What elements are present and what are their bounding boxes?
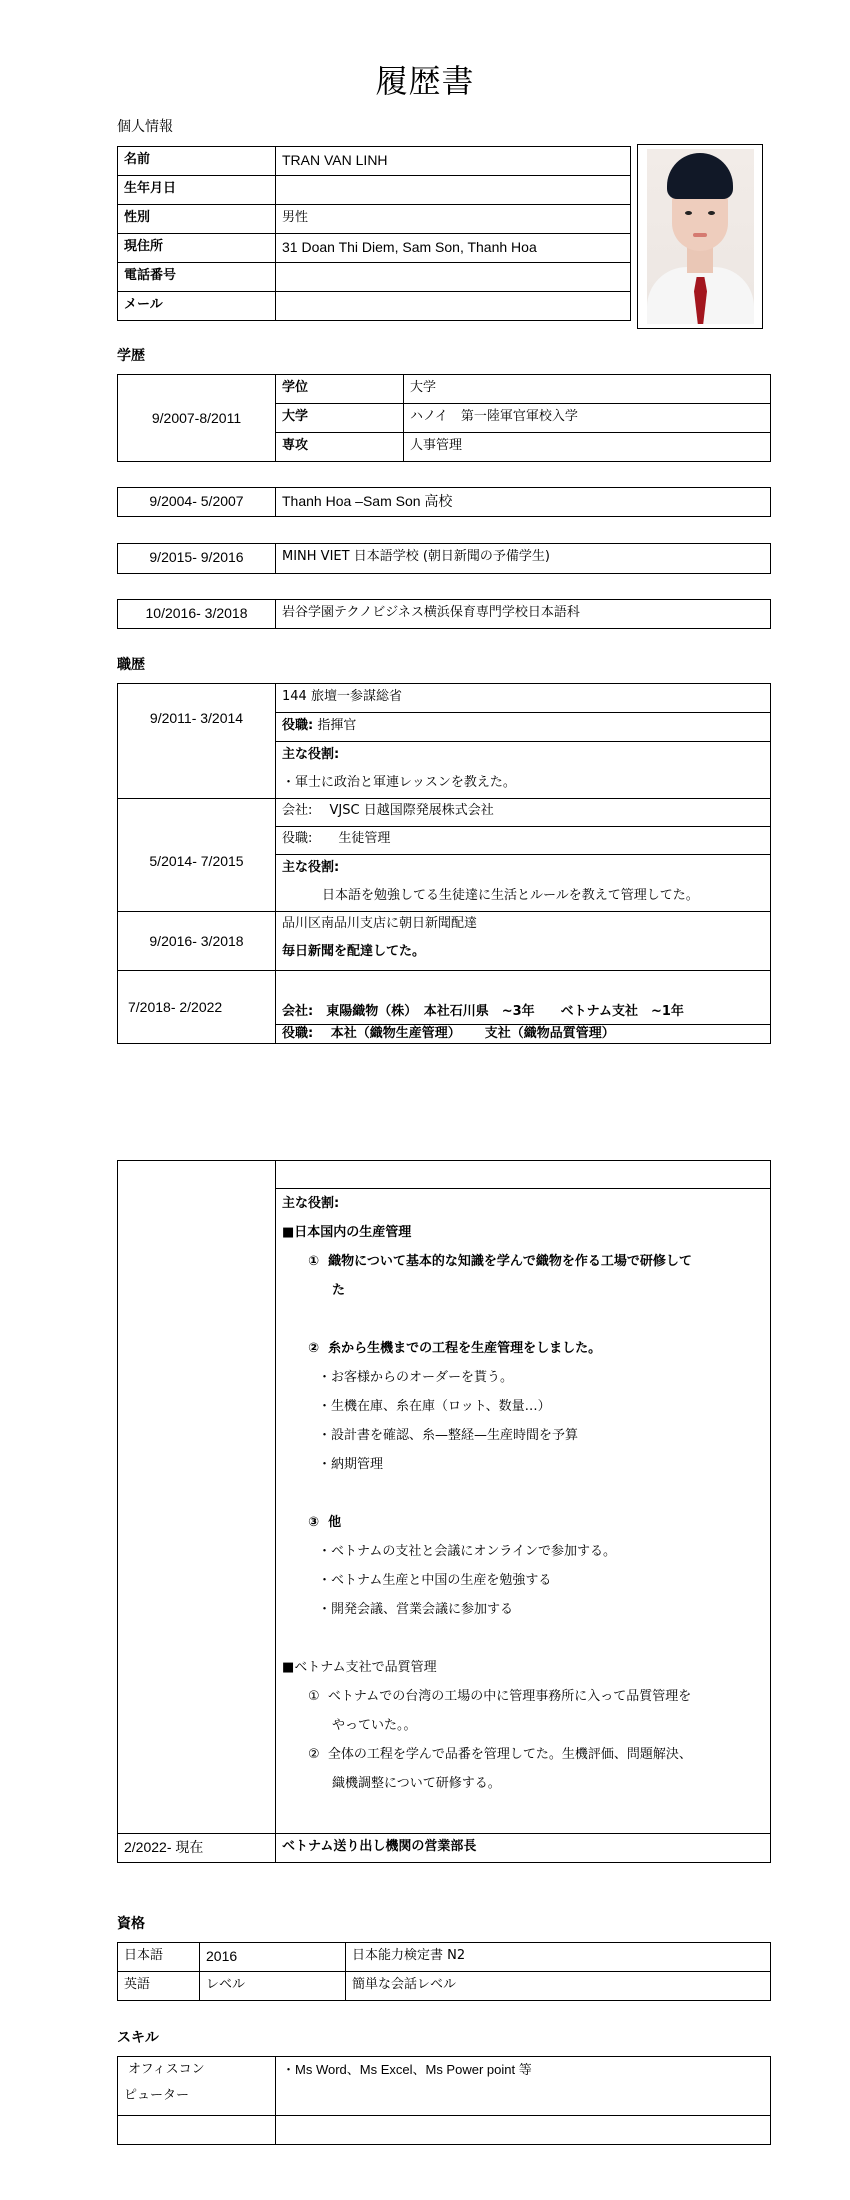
value-gender: 男性: [276, 205, 631, 234]
job-role-text: ・軍士に政治と軍連レッスンを教えた。: [282, 775, 516, 790]
skill-label-line: オフィスコン: [128, 2062, 205, 2077]
job-period: 7/2018- 2/2022: [118, 971, 276, 1044]
job-position: [276, 713, 771, 742]
job-company: 会社: 東陽織物（株） 本社石川県 ~3年 ベトナム支社 ~1年: [276, 971, 771, 1025]
edu-school: MINH VIET 日本語学校 (朝日新聞の予備学生): [276, 544, 771, 574]
role-section-title: ■日本国内の生産管理: [282, 1225, 412, 1240]
personal-info-table: [117, 146, 631, 321]
number-badge: ②: [308, 1341, 320, 1356]
skill-value: ・Ms Word、Ms Excel、Ms Power point 等: [276, 2057, 771, 2116]
edu-label-degree: 学位: [276, 375, 404, 404]
role-item-cont: た: [332, 1283, 346, 1298]
value-birthdate: [276, 176, 631, 205]
section-heading-personal: 個人情報: [117, 119, 173, 135]
skill-label: [118, 2057, 276, 2116]
skill-label: [118, 2116, 276, 2145]
bullet-item: ・設計書を確認、糸—整経—生産時間を予算: [318, 1428, 579, 1443]
qualification-year: レベル: [200, 1972, 346, 2001]
education-vocational-table: [117, 599, 771, 629]
bullet-item: ・ベトナムの支社と会議にオンラインで参加する。: [318, 1544, 616, 1559]
edu-period: 9/2004- 5/2007: [118, 488, 276, 517]
job-org: 144 旅壇一参謀総省: [276, 684, 771, 713]
label-birthdate: 生年月日: [118, 176, 276, 205]
qualification-row: [118, 1972, 771, 2001]
qualification-row: [118, 1943, 771, 1972]
bullet-item: ・生機在庫、糸在庫（ロット、数量…）: [318, 1399, 551, 1414]
number-badge: ①: [308, 1689, 320, 1704]
edu-period: 10/2016- 3/2018: [118, 600, 276, 629]
job-line: 毎日新聞を配達してた。: [282, 944, 426, 959]
role-item-cont: 織機調整について研修する。: [332, 1776, 501, 1791]
job-role-detailed: [276, 1189, 771, 1834]
job-period: 5/2014- 7/2015: [118, 799, 276, 912]
document-title: 履歴書: [375, 62, 475, 100]
value-name: TRAN VAN LINH: [276, 147, 631, 176]
job-position: 役職: 生徒管理: [276, 827, 771, 855]
id-photo: [647, 149, 754, 324]
role-item: ① ベトナムでの台湾の工場の中に管理事務所に入って品質管理を: [308, 1689, 692, 1704]
bullet-item: ・ベトナム生産と中国の生産を勉強する: [318, 1573, 552, 1588]
personal-row-gender: [118, 205, 631, 234]
empty-cell: [276, 1161, 771, 1189]
job-period-empty: [118, 1161, 276, 1834]
job-period: 2/2022- 現在: [118, 1834, 276, 1863]
number-badge: ①: [308, 1254, 320, 1269]
bullet-item: ・開発会議、営業会議に参加する: [318, 1602, 514, 1617]
edu-university-period: 9/2007-8/2011: [118, 375, 276, 462]
job-position: 役職: 本社（織物生産管理） 支社（織物品質管理）: [276, 1025, 771, 1044]
qualification-year: 2016: [200, 1943, 346, 1972]
career-table: [117, 683, 771, 1044]
job-role-label: 主な役割:: [282, 1196, 340, 1211]
personal-row-phone: [118, 263, 631, 292]
edu-value-degree: 大学: [404, 375, 771, 404]
job-position-label: 役職:: [282, 718, 314, 733]
skill-row: [118, 2116, 771, 2145]
role-item: ② 全体の工程を学んで品番を管理してた。生機評価、問題解決、: [308, 1747, 692, 1762]
job-description: [276, 912, 771, 971]
career-table-continued: [117, 1160, 771, 1863]
job-period: 9/2016- 3/2018: [118, 912, 276, 971]
label-phone: 電話番号: [118, 263, 276, 292]
qualification-category: 日本語: [118, 1943, 200, 1972]
value-phone: [276, 263, 631, 292]
skill-row: [118, 2057, 771, 2116]
label-name: 名前: [118, 147, 276, 176]
section-heading-education: 学歴: [117, 348, 145, 364]
value-email: [276, 292, 631, 321]
job-role-label: 主な役割:: [282, 747, 340, 762]
job-role-text: 日本語を勉強してる生徒達に生活とルールを教えて管理してた。: [322, 888, 699, 903]
edu-value-major: 人事管理: [404, 433, 771, 462]
personal-row-email: [118, 292, 631, 321]
label-email: メール: [118, 292, 276, 321]
skill-value: [276, 2116, 771, 2145]
education-university-table: [117, 374, 771, 462]
job-role-label: 主な役割:: [282, 860, 340, 875]
edu-school: 岩谷学園テクノビジネス横浜保育専門学校日本語科: [276, 600, 771, 629]
section-heading-career: 職歴: [117, 657, 145, 673]
number-badge: ③: [308, 1515, 320, 1530]
label-gender: 性別: [118, 205, 276, 234]
personal-row-name: [118, 147, 631, 176]
edu-label-university: 大学: [276, 404, 404, 433]
role-item-cont: やっていた。。: [332, 1718, 417, 1733]
section-heading-qualifications: 資格: [117, 1916, 145, 1932]
number-badge: ②: [308, 1747, 320, 1762]
value-address: 31 Doan Thi Diem, Sam Son, Thanh Hoa: [276, 234, 631, 263]
skill-label-line: ピューター: [124, 2088, 190, 2103]
bullet-item: ・納期管理: [318, 1457, 384, 1472]
skills-table: [117, 2056, 771, 2145]
job-position-value: 指揮官: [313, 718, 357, 733]
job-role: [276, 742, 771, 799]
label-address: 現住所: [118, 234, 276, 263]
job-role: [276, 855, 771, 912]
job-line: 品川区南品川支店に朝日新聞配達: [282, 916, 478, 931]
edu-value-university: ハノイ 第一陸軍官軍校入学: [404, 404, 771, 433]
qualification-name: 日本能力検定書 N2: [346, 1943, 771, 1972]
edu-period: 9/2015- 9/2016: [118, 544, 276, 574]
bullet-item: ・お客様からのオーダーを貰う。: [318, 1370, 514, 1385]
id-photo-frame: [637, 144, 763, 329]
job-period: 9/2011- 3/2014: [118, 684, 276, 799]
role-item: ① 織物について基本的な知識を学んで織物を作る工場で研修して: [308, 1254, 692, 1269]
edu-label-major: 専攻: [276, 433, 404, 462]
job-title: ベトナム送り出し機関の営業部長: [276, 1834, 771, 1863]
role-item: ② 糸から生機までの工程を生産管理をしました。: [308, 1341, 602, 1356]
section-heading-skills: スキル: [117, 2030, 159, 2046]
role-item: ③ 他: [308, 1515, 342, 1530]
qualification-name: 簡単な会話レベル: [346, 1972, 771, 2001]
personal-row-address: [118, 234, 631, 263]
education-highschool-table: [117, 487, 771, 517]
education-language-school-table: [117, 543, 771, 574]
job-org: 会社: VJSC 日越国際発展株式会社: [276, 799, 771, 827]
personal-row-birthdate: [118, 176, 631, 205]
qualifications-table: [117, 1942, 771, 2001]
role-section-title: ■ベトナム支社で品質管理: [282, 1660, 437, 1675]
qualification-category: 英語: [118, 1972, 200, 2001]
edu-school: Thanh Hoa –Sam Son 高校: [276, 488, 771, 517]
